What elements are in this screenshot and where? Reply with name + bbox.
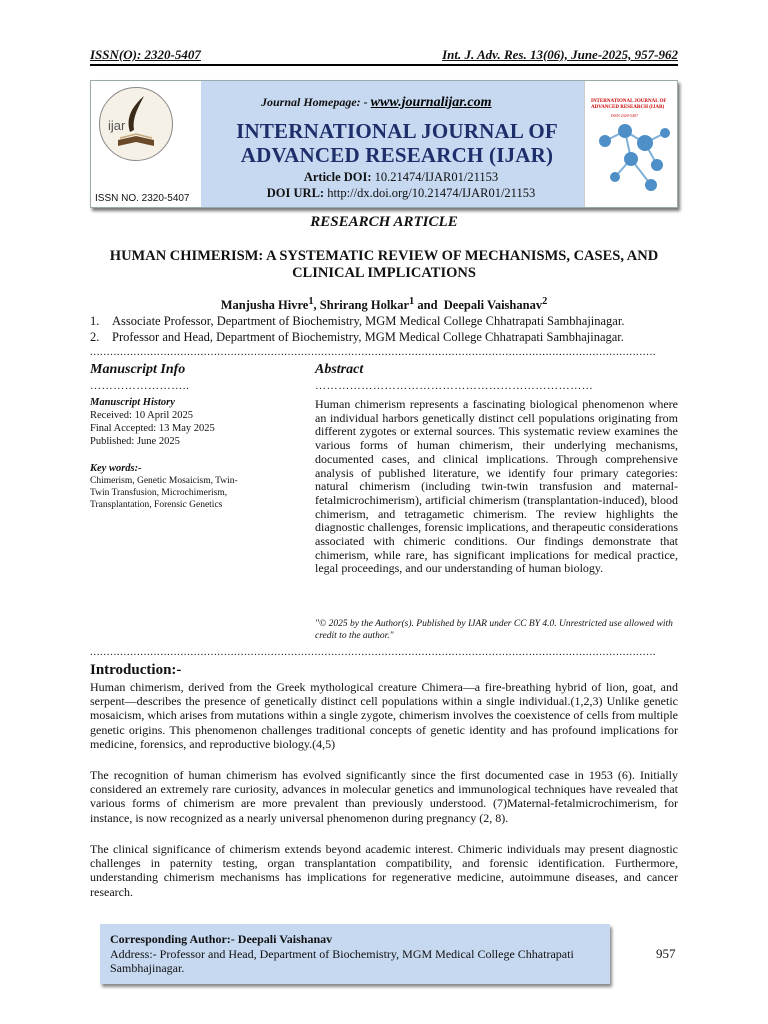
citation-label: Int. J. Adv. Res. 13(06), June-2025, 957-962 bbox=[442, 47, 678, 62]
article-type: RESEARCH ARTICLE bbox=[310, 214, 458, 230]
doi-url-link[interactable]: http://dx.doi.org/10.21474/IJAR01/21153 bbox=[327, 186, 536, 200]
doi-value: 10.21474/IJAR01/21153 bbox=[374, 170, 499, 184]
running-header bbox=[90, 44, 678, 66]
keywords-heading: Key words:- bbox=[90, 463, 142, 474]
homepage-label: Journal Homepage: - bbox=[261, 95, 371, 109]
journal-logo bbox=[91, 81, 201, 207]
journal-title-line1: INTERNATIONAL JOURNAL OF bbox=[236, 119, 558, 143]
logo-text: ijar bbox=[108, 118, 126, 133]
homepage-link[interactable]: www.journalijar.com bbox=[370, 95, 492, 110]
introduction-heading: Introduction:- bbox=[90, 662, 182, 678]
author-name: Manjusha Hivre bbox=[220, 298, 309, 313]
author-separator: and bbox=[414, 298, 444, 313]
affiliation-1 bbox=[90, 314, 678, 329]
author-sup: 2 bbox=[542, 296, 548, 307]
affiliation-text: Professor and Head, Department of Biochemistry, MGM Medical College Chhatrapati Sambhajinagar. bbox=[112, 330, 624, 344]
affiliation-number: 2. bbox=[90, 330, 100, 344]
license-text: "© 2025 by the Author(s). Published by IJAR under CC BY 4.0. Unrestricted use allowed with credit to the author." bbox=[315, 619, 673, 641]
history-heading: Manuscript History bbox=[90, 397, 175, 408]
manuscript-info-heading: Manuscript Info bbox=[90, 362, 186, 377]
logo-emblem bbox=[99, 87, 173, 161]
abstract-heading: Abstract bbox=[315, 362, 364, 377]
article-title: HUMAN CHIMERISM: A SYSTEMATIC REVIEW OF MECHANISMS, CASES, AND CLINICAL IMPLICATIONS bbox=[109, 248, 659, 281]
keywords-block bbox=[90, 463, 255, 511]
received-date: Received: 10 April 2025 bbox=[90, 410, 193, 421]
homepage-line bbox=[261, 95, 492, 111]
journal-cover-thumbnail bbox=[584, 81, 677, 207]
abstract-text: Human chimerism represents a fascinating biological phenomenon where an individual harbors genetically distinct cell populations originating from different zygotes or external sources. This systematic review examines the various forms of human chimerism, their underlying mechanisms, documented cases, and clinical implications. Through comprehensive analysis of published literature, we identify four primary categories: natural chimerism (including twin-twin transfusion and maternal-fetalmicrochimerism), artificial chimerism (transplantation-induced), blood chimerism, and tetragametic chimerism. The review highlights the diagnostic challenges, forensic implications, and therapeutic considerations associated with chimeric conditions. Our findings demonstrate that chimerism, while rare, has significant implications for medical practice, legal proceedings, and our understanding of human biology. bbox=[315, 397, 678, 576]
intro-paragraph: Human chimerism, derived from the Greek mythological creature Chimera—a fire-breathing hybrid of lion, goat, and serpent—describes the presence of genetically distinct cell populations within a single individual.(1,2,3) Unlike genetic mosaicism, which arises from mutations within a single zygote, chimerism involves the coexistence of cells from multiple genetic origins. This phenomenon challenges traditional concepts of genetic identity and has profound implications for medicine, forensics, and reproductive biology.(4,5) bbox=[90, 680, 678, 751]
affiliation-number: 1. bbox=[90, 314, 100, 328]
journal-title-line2: ADVANCED RESEARCH (IJAR) bbox=[240, 143, 554, 167]
corresponding-author-label: Corresponding Author:- Deepali Vaishanav bbox=[110, 932, 333, 946]
intro-paragraph: The clinical significance of chimerism extends beyond academic interest. Chimeric individuals may present diagnostic challenges in paternity testing, organ transplantation compatibility, and forensic identification. Furthermore, understanding chimerism mechanisms has implications for regenerative medicine, autoimmune diseases, and cancer research. bbox=[90, 842, 678, 899]
issn-label: ISSN(O): 2320-5407 bbox=[90, 47, 201, 62]
dotted-divider: ......................................................................................................................................................................... bbox=[90, 646, 657, 658]
keywords-text: Chimerism, Genetic Mosaicism, Twin-Twin Transfusion, Microchimerism, Transplantation, Forensic Genetics bbox=[90, 476, 238, 510]
doi-block bbox=[251, 169, 551, 201]
journal-title bbox=[217, 119, 577, 167]
corresponding-author-box bbox=[100, 924, 610, 984]
doi-url-label: DOI URL: bbox=[266, 186, 325, 200]
accepted-date: Final Accepted: 13 May 2025 bbox=[90, 423, 215, 434]
author-sup: 1 bbox=[308, 296, 314, 307]
page-number: 957 bbox=[656, 946, 676, 961]
author-name: Deepali Vaishanav bbox=[443, 298, 543, 313]
manuscript-history bbox=[90, 396, 260, 448]
doi-label: Article DOI: bbox=[303, 170, 372, 184]
journal-banner bbox=[90, 80, 678, 208]
author-sup: 1 bbox=[409, 296, 415, 307]
logo-issn: ISSN NO. 2320-5407 bbox=[95, 193, 190, 204]
affiliation-text: Associate Professor, Department of Biochemistry, MGM Medical College Chhatrapati Sambhajinagar. bbox=[112, 314, 625, 328]
dotted-divider: ……………………………………………………………… bbox=[315, 380, 594, 392]
dotted-divider: ......................................................................................................................................................................... bbox=[90, 346, 657, 358]
author-name: Shrirang Holkar bbox=[319, 298, 410, 313]
molecule-graphic-icon bbox=[585, 81, 677, 207]
dotted-divider: …………………….. bbox=[90, 380, 190, 392]
intro-paragraph: The recognition of human chimerism has evolved significantly since the first documented case in 1953 (6). Initially considered an extremely rare curiosity, advances in molecular genetics and immunological techniques have revealed that various forms of chimerism are more prevalent than previously understood. (7)Maternal-fetalmicrochimerism, for instance, is now recognized as a nearly universal phenomenon during pregnancy (2, 8). bbox=[90, 768, 678, 825]
author-list bbox=[90, 296, 678, 313]
cover-title: INTERNATIONAL JOURNAL OF ADVANCED RESEARCH (IJAR) bbox=[591, 99, 667, 110]
published-date: Published: June 2025 bbox=[90, 436, 180, 447]
author-separator: , bbox=[313, 298, 320, 313]
cover-issn: ISSN 2320-5407 bbox=[611, 113, 639, 118]
affiliation-2 bbox=[90, 330, 678, 345]
corresponding-author-address: Address:- Professor and Head, Department of Biochemistry, MGM Medical College Chhatrapati Sambhajinagar. bbox=[110, 946, 574, 975]
